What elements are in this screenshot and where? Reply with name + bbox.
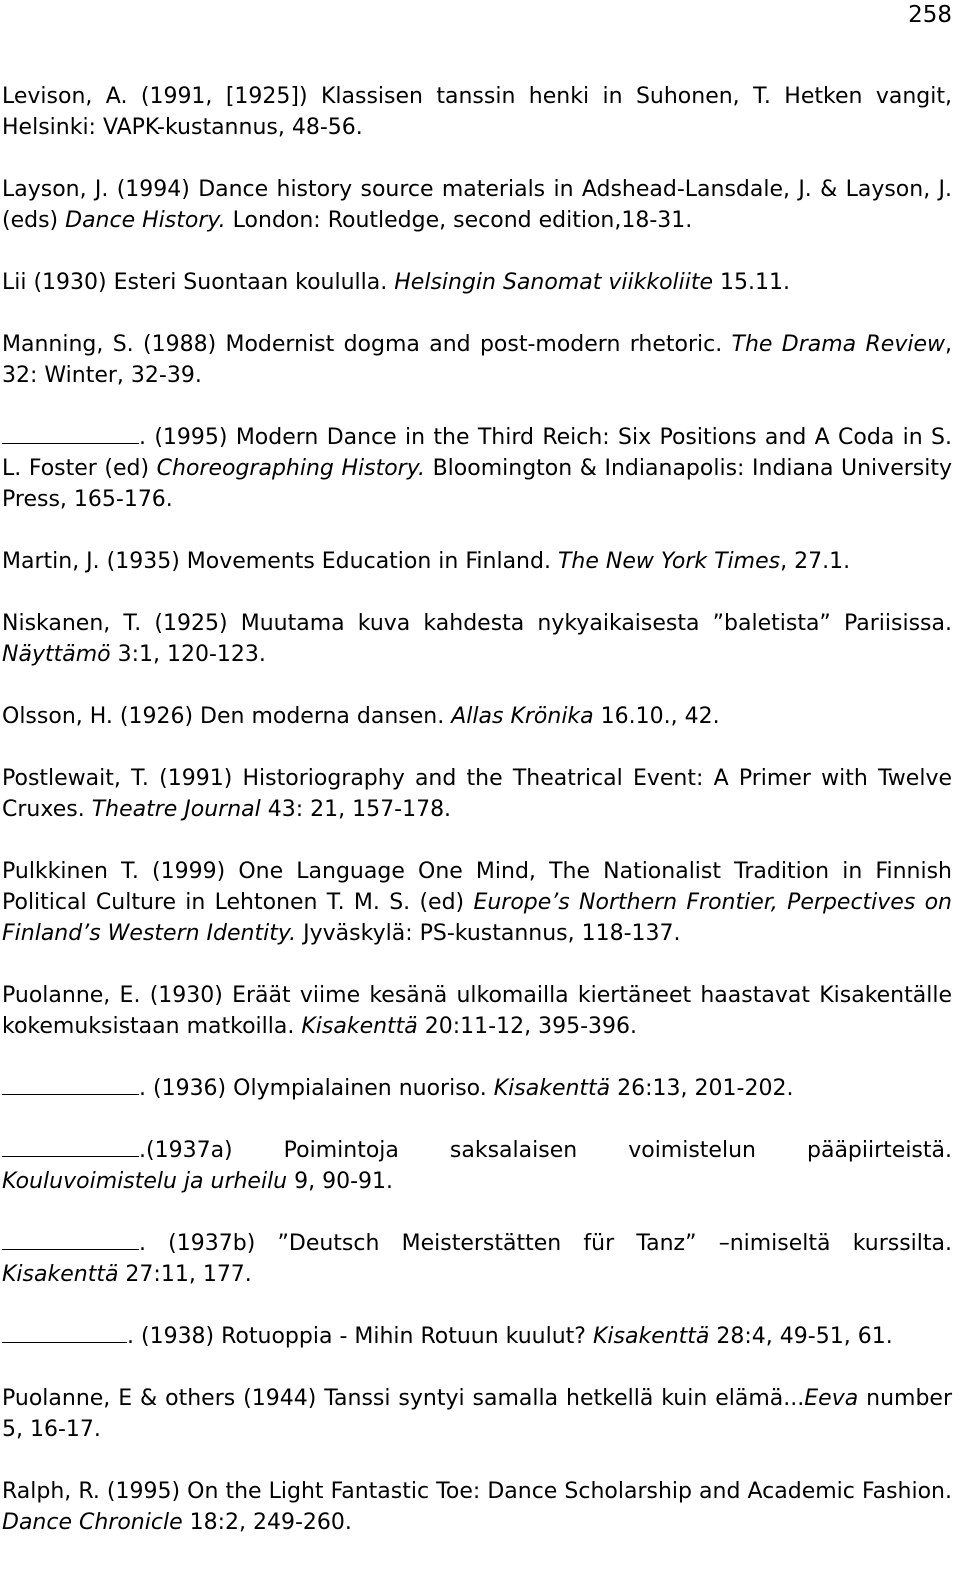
reference-title-italic: Kisakenttä — [2, 1262, 119, 1287]
repeat-author-line — [2, 423, 139, 444]
reference-text: number 5, 16-17. — [2, 1386, 952, 1442]
reference-text: , 32: Winter, 32-39. — [2, 332, 952, 388]
reference-title-italic: The New York Times — [557, 549, 781, 574]
reference-title-italic: Theatre Journal — [91, 797, 261, 822]
reference-title-italic: The Drama Review — [731, 332, 945, 357]
reference-entry-puolanne-1938 — [2, 1321, 952, 1352]
reference-title-italic: Kisakenttä — [493, 1076, 611, 1101]
reference-entry-pulkkinen — [2, 856, 952, 949]
reference-entry-manning-1995 — [2, 422, 952, 515]
reference-entry-puolanne-1937b — [2, 1228, 952, 1290]
reference-title-italic: Helsingin Sanomat viikkoliite — [394, 270, 714, 295]
reference-text: 20:11-12, 395-396. — [417, 1014, 638, 1039]
reference-entry-levison — [2, 81, 952, 143]
reference-text: Postlewait, T. (1991) Historiography and the Theatrical Event: A Primer with Twelve Cruxes. — [2, 766, 952, 822]
reference-title-italic: Dance Chronicle — [2, 1510, 183, 1535]
reference-text: Jyväskylä: PS-kustannus, 118-137. — [296, 921, 681, 946]
reference-text: Bloomington & Indianapolis: Indiana University Press, 165-176. — [2, 456, 952, 512]
reference-text: 18:2, 249-260. — [182, 1510, 352, 1535]
reference-text: 26:13, 201-202. — [610, 1076, 794, 1101]
reference-text: Layson, J. (1994) Dance history source materials in Adshead-Lansdale, J. & Layson, J. (eds) — [2, 177, 952, 233]
reference-text: 16.10., 42. — [593, 704, 720, 729]
reference-title-italic: Dance History. — [65, 208, 226, 233]
reference-entry-puolanne-1937a — [2, 1135, 952, 1197]
reference-title-italic: Choreographing History. — [156, 456, 426, 481]
reference-text: London: Routledge, second edition,18-31. — [225, 208, 693, 233]
reference-title-italic: Kisakenttä — [301, 1014, 418, 1039]
reference-title-italic: Kouluvoimistelu ja urheilu — [2, 1169, 288, 1194]
reference-text: Pulkkinen T. (1999) One Language One Mind, The Nationalist Tradition in Finnish Political Culture in Lehtonen T. M. S. (ed) — [2, 859, 952, 915]
reference-title-italic: Europe’s Northern Frontier, Perpectives on Finland’s Western Identity. — [2, 890, 952, 946]
reference-text: . (1937b) ”Deutsch Meisterstätten für Tanz” –nimiseltä kurssilta. — [139, 1231, 952, 1256]
reference-text: .(1937a) Poimintoja saksalaisen voimistelun pääpiirteistä. — [139, 1138, 952, 1163]
repeat-author-line — [2, 1136, 139, 1157]
reference-entry-manning-1988 — [2, 329, 952, 391]
repeat-author-line — [2, 1074, 139, 1095]
reference-entry-martin — [2, 546, 952, 577]
reference-text: 9, 90-91. — [287, 1169, 394, 1194]
reference-text: Ralph, R. (1995) On the Light Fantastic Toe: Dance Scholarship and Academic Fashion. — [2, 1479, 952, 1504]
reference-title-italic: Eeva — [804, 1386, 859, 1411]
reference-list — [2, 81, 952, 1569]
reference-entry-ralph — [2, 1476, 952, 1538]
reference-text: 27:11, 177. — [118, 1262, 252, 1287]
reference-entry-puolanne-1936 — [2, 1073, 952, 1104]
reference-text: Levison, A. (1991, [1925]) Klassisen tanssin henki in Suhonen, T. Hetken vangit, Helsinki: VAPK-kustannus, 48-56. — [2, 84, 952, 140]
reference-entry-niskanen — [2, 608, 952, 670]
reference-entry-postlewait — [2, 763, 952, 825]
reference-text: 28:4, 49-51, 61. — [709, 1324, 893, 1349]
reference-text: 15.11. — [713, 270, 791, 295]
reference-text: . (1938) Rotuoppia - Mihin Rotuun kuulut? — [127, 1324, 593, 1349]
reference-entry-puolanne-1930 — [2, 980, 952, 1042]
reference-text: , 27.1. — [780, 549, 851, 574]
repeat-author-line — [2, 1322, 127, 1343]
reference-title-italic: Allas Krönika — [451, 704, 594, 729]
reference-entry-lii — [2, 267, 952, 298]
reference-entry-layson — [2, 174, 952, 236]
reference-text: Puolanne, E. (1930) Eräät viime kesänä ulkomailla kiertäneet haastavat Kisakentälle kokemuksistaan matkoilla. — [2, 983, 952, 1039]
reference-text: Olsson, H. (1926) Den moderna dansen. — [2, 704, 452, 729]
reference-text: Puolanne, E & others (1944) Tanssi syntyi samalla hetkellä kuin elämä... — [2, 1386, 805, 1411]
page-number: 258 — [908, 2, 952, 28]
reference-title-italic: Kisakenttä — [592, 1324, 710, 1349]
reference-text: Manning, S. (1988) Modernist dogma and post-modern rhetoric. — [2, 332, 732, 357]
reference-text: . (1936) Olympialainen nuoriso. — [139, 1076, 494, 1101]
repeat-author-line — [2, 1229, 139, 1250]
reference-text: 3:1, 120-123. — [110, 642, 266, 667]
reference-text: Martin, J. (1935) Movements Education in Finland. — [2, 549, 558, 574]
reference-text: . (1995) Modern Dance in the Third Reich: Six Positions and A Coda in S. L. Foster (ed) — [2, 425, 952, 481]
reference-entry-puolanne-1944 — [2, 1383, 952, 1445]
reference-text: Niskanen, T. (1925) Muutama kuva kahdesta nykyaikaisesta ”baletista” Pariisissa. — [2, 611, 952, 636]
reference-entry-olsson — [2, 701, 952, 732]
reference-title-italic: Näyttämö — [2, 642, 111, 667]
reference-text: Lii (1930) Esteri Suontaan koululla. — [2, 270, 395, 295]
reference-text: 43: 21, 157-178. — [260, 797, 452, 822]
